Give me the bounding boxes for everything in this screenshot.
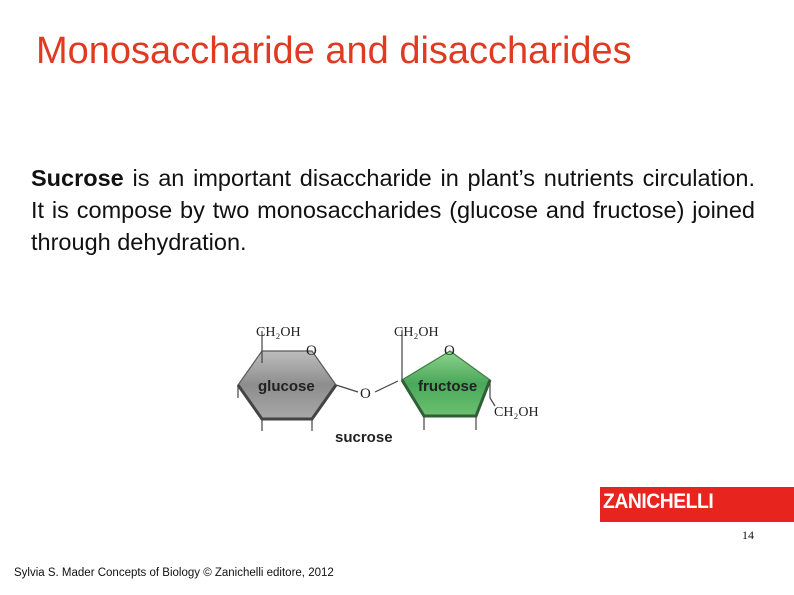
slide-title: Monosaccharide and disaccharides	[36, 30, 632, 72]
glucose-ch2oh-label: CH₂OH	[256, 325, 301, 340]
sucrose-label: sucrose	[335, 429, 393, 446]
zanichelli-logo-text: ZANICHELLI	[603, 490, 714, 513]
fructose-ch2oh-top-label: CH₂OH	[394, 325, 439, 340]
body-paragraph	[31, 162, 755, 258]
fructose-ring-oxygen: O	[444, 343, 455, 359]
sucrose-diagram	[228, 318, 563, 453]
bridge-oxygen: O	[360, 386, 371, 402]
fructose-ch2oh-bottom-label: CH₂OH	[494, 405, 539, 420]
glucose-label: glucose	[258, 378, 315, 395]
fructose-label: fructose	[418, 378, 478, 395]
glucose-ring-oxygen: O	[306, 343, 317, 359]
footer-citation: Sylvia S. Mader Concepts of Biology © Zanichelli editore, 2012	[14, 567, 334, 579]
bold-term: Sucrose	[31, 165, 124, 191]
body-text: is an important disaccharide in plant’s nutrients circulation. It is compose by two monosaccharides (glucose and fructose) joined through dehydration.	[31, 165, 755, 255]
page-number: 14	[742, 528, 754, 542]
